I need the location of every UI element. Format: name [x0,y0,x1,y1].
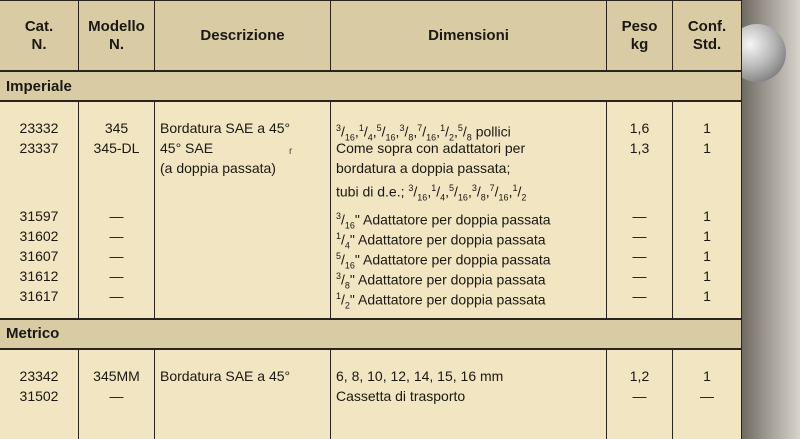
cell-dimensioni-adapter: $^1/_2$" Adattatore per doppia passata [336,291,546,311]
cell-peso: — [632,388,647,404]
dimensioni-tubes-label: tubi di d.e.; [336,183,405,200]
cell-dimensioni-adapter: $^3/_{16}$" Adattatore per doppia passata [336,211,551,231]
header-dimensioni: Dimensioni [428,27,509,44]
cell-modello: — [109,388,124,404]
cell-cat: 31612 [19,268,59,284]
cell-modello: — [109,228,124,244]
rule-metrico-top [0,318,742,320]
rule-col-3b [330,100,331,320]
cell-conf: 1 [703,140,711,156]
cell-dimensioni-tubes: tubi di d.e.; $^3/_{16},^1/_4,^5/_{16},^3/_8,^7/_{16},^1/_2$ [336,183,527,203]
adapter-label: Adattatore per doppia passata [363,211,551,228]
rule-col-2c [154,348,155,439]
cell-modello: 345MM [93,368,140,384]
header-conf: Conf. Std. [687,18,727,53]
rule-header-bottom [0,70,742,72]
cell-dimensioni-adapter: $^5/_{16}$" Adattatore per doppia passata [336,251,551,271]
cell-modello: — [109,248,124,264]
cell-peso: — [632,228,647,244]
section-band-metrico [0,320,742,348]
cell-peso: 1,2 [629,368,650,384]
rule-top [0,0,742,1]
cell-conf: 1 [703,368,711,384]
stray-mark: r [289,146,293,157]
cell-dimensioni-sizes: $^3/_{16},^1/_4,^5/_{16},^3/_8,^7/_{16},^1/_2,^5/_8$ pollici [336,123,511,143]
cell-conf: — [700,388,714,404]
cell-dimensioni: 6, 8, 10, 12, 14, 15, 16 mm [336,368,504,384]
cell-cat: 31597 [19,208,59,224]
cell-dimensioni-line: Come sopra con adattatori per [336,140,526,156]
cell-dimensioni-adapter: $^1/_4$" Adattatore per doppia passata [336,231,546,251]
cell-modello: — [109,268,124,284]
rule-col-2b [154,100,155,320]
cell-conf: 1 [703,208,711,224]
cell-peso: 1,3 [629,140,650,156]
adapter-label: Adattatore per doppia passata [358,271,546,288]
adapter-label: Adattatore per doppia passata [358,291,546,308]
cell-cat: 23342 [19,368,59,384]
rule-metrico-bottom [0,348,742,350]
section-label-metrico: Metrico [6,325,60,342]
cell-modello: 345 [104,120,129,136]
cell-conf: 1 [703,288,711,304]
cell-conf: 1 [703,268,711,284]
cell-conf: 1 [703,248,711,264]
rule-col-3c [330,348,331,439]
cell-peso: — [632,268,647,284]
cell-descrizione: Bordatura SAE a 45° [160,368,291,384]
cell-conf: 1 [703,228,711,244]
cell-descrizione-cont: (a doppia passata) [160,160,276,176]
cell-peso: — [632,248,647,264]
cell-cat: 31502 [19,388,59,404]
section-label-imperiale: Imperiale [6,78,72,95]
section-band-imperiale [0,72,742,100]
cell-modello: 345-DL [93,140,140,156]
cell-dimensioni-adapter: $^3/_8$" Adattatore per doppia passata [336,271,546,291]
header-modello: Modello N. [88,18,145,53]
cell-dimensioni-line: bordatura a doppia passata; [336,160,511,176]
adapter-label: Adattatore per doppia passata [363,251,551,268]
cell-peso: 1,6 [629,120,650,136]
cell-descrizione: 45° SAE [160,140,214,156]
cell-modello: — [109,208,124,224]
dimensioni-unit: pollici [475,123,511,140]
adapter-label: Adattatore per doppia passata [358,231,546,248]
cell-cat: 31607 [19,248,59,264]
header-descrizione: Descrizione [200,27,285,44]
cell-cat: 31602 [19,228,59,244]
rule-right [741,0,742,439]
cell-peso: — [632,288,647,304]
cell-cat: 23332 [19,120,59,136]
rule-imperiale-bottom [0,100,742,102]
cell-cat: 23337 [19,140,59,156]
header-peso: Peso kg [621,18,658,53]
cell-modello: — [109,288,124,304]
cell-cat: 31617 [19,288,59,304]
cell-dimensioni: Cassetta di trasporto [336,388,466,404]
header-cat: Cat. N. [24,18,54,53]
cell-descrizione: Bordatura SAE a 45° [160,120,291,136]
cell-peso: — [632,208,647,224]
cell-conf: 1 [703,120,711,136]
